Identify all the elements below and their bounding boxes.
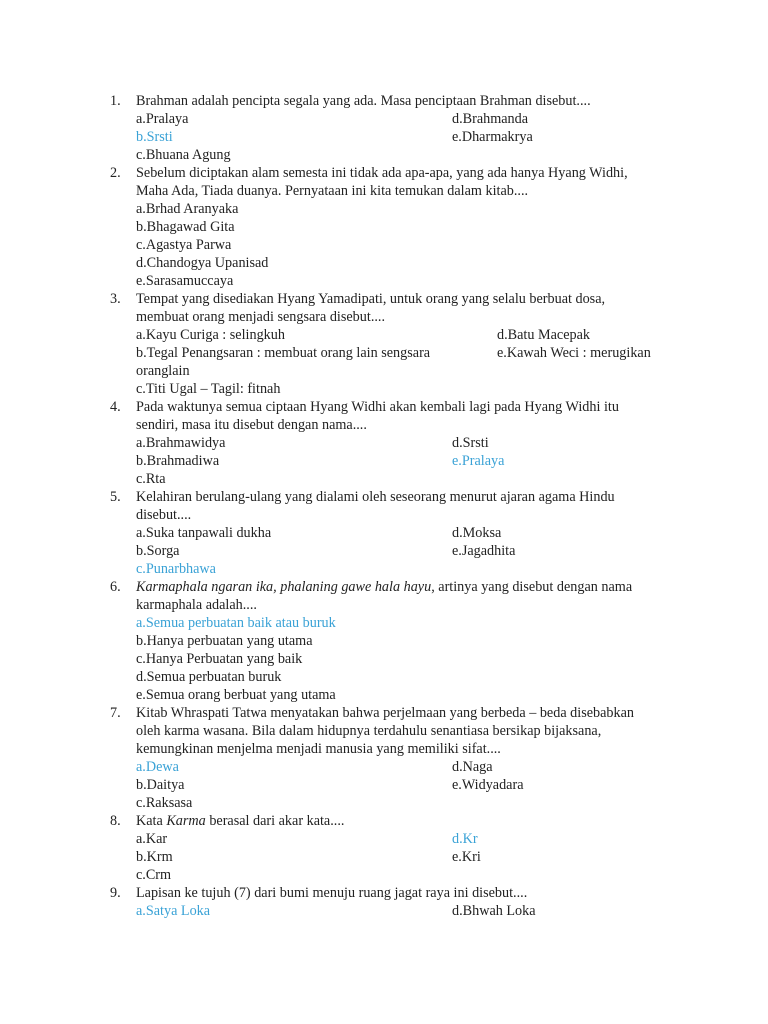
answer-option: c.Crm — [136, 867, 172, 883]
answer-option: a.Kayu Curiga : selingkuh — [136, 327, 285, 343]
answer-option: e.Widyadara — [452, 777, 524, 793]
question-stem-line — [136, 182, 768, 200]
question-number: 5. — [110, 489, 121, 505]
option-row — [136, 254, 768, 272]
answer-option: b.Tegal Penangsaran : membuat orang lain sengsara — [136, 345, 431, 361]
option-row — [136, 218, 768, 236]
answer-option-correct: e.Pralaya — [452, 453, 505, 469]
answer-option: a.Brahmawidya — [136, 435, 226, 451]
answer-option: c.Raksasa — [136, 795, 193, 811]
question-stem-prefix: Kata — [136, 813, 167, 829]
question-stem-line — [110, 812, 768, 830]
question-number: 3. — [110, 291, 121, 307]
answer-option-correct: a.Satya Loka — [136, 903, 211, 919]
question-6 — [0, 578, 768, 704]
question-stem-line — [110, 398, 768, 416]
question-1 — [0, 92, 768, 164]
option-row — [136, 236, 768, 254]
option-row — [136, 272, 768, 290]
answer-option: d.Semua perbuatan buruk — [136, 669, 282, 685]
question-number: 2. — [110, 165, 121, 181]
answer-option: d.Batu Macepak — [497, 327, 590, 343]
option-row — [136, 560, 768, 578]
answer-option-correct: a.Dewa — [136, 759, 179, 775]
answer-option: a.Brhad Aranyaka — [136, 201, 239, 217]
answer-option: e.Kri — [452, 849, 481, 865]
option-row — [136, 326, 768, 344]
question-stem-text: Sebelum diciptakan alam semesta ini tidak ada apa-apa, yang ada hanya Hyang Widhi, — [136, 165, 628, 181]
answer-option: d.Naga — [452, 759, 493, 775]
question-stem-line — [110, 92, 768, 110]
option-row — [136, 848, 768, 866]
option-row — [136, 614, 768, 632]
question-stem-text: Maha Ada, Tiada duanya. Pernyataan ini kita temukan dalam kitab.... — [136, 183, 529, 199]
answer-option: d.Chandogya Upanisad — [136, 255, 269, 271]
question-stem-line — [110, 884, 768, 902]
option-row — [136, 344, 768, 362]
option-row — [136, 794, 768, 812]
question-number: 8. — [110, 813, 121, 829]
option-row — [136, 452, 768, 470]
option-row — [136, 758, 768, 776]
question-stem-line — [136, 308, 768, 326]
question-stem-text: karmaphala adalah.... — [136, 597, 257, 613]
answer-option: a.Kar — [136, 831, 168, 847]
question-stem-text: Brahman adalah pencipta segala yang ada. Masa penciptaan Brahman disebut.... — [136, 93, 591, 109]
question-number: 4. — [110, 399, 121, 415]
question-2 — [0, 164, 768, 290]
question-stem-text: Kelahiran berulang-ulang yang dialami oleh seseorang menurut ajaran agama Hindu — [136, 489, 615, 505]
option-row — [136, 470, 768, 488]
question-7 — [0, 704, 768, 812]
answer-option: d.Srsti — [452, 435, 489, 451]
answer-option: e.Sarasamuccaya — [136, 273, 234, 289]
question-stem-text: disebut.... — [136, 507, 192, 523]
question-number: 7. — [110, 705, 121, 721]
answer-option: c.Bhuana Agung — [136, 147, 231, 163]
option-row — [136, 524, 768, 542]
question-number: 9. — [110, 885, 121, 901]
answer-option: b.Brahmadiwa — [136, 453, 220, 469]
answer-option: e.Semua orang berbuat yang utama — [136, 687, 336, 703]
option-row — [136, 542, 768, 560]
answer-option: b.Bhagawad Gita — [136, 219, 235, 235]
question-stem-line — [136, 416, 768, 434]
option-row — [136, 650, 768, 668]
answer-option-correct: d.Kr — [452, 831, 478, 847]
option-row — [136, 200, 768, 218]
question-stem-line — [136, 740, 768, 758]
answer-option: b.Hanya perbuatan yang utama — [136, 633, 313, 649]
answer-option: d.Bhwah Loka — [452, 903, 536, 919]
question-number: 1. — [110, 93, 121, 109]
question-stem-text: berasal dari akar kata.... — [205, 813, 345, 829]
answer-option: b.Sorga — [136, 543, 180, 559]
question-stem-line — [136, 722, 768, 740]
answer-option: d.Moksa — [452, 525, 502, 541]
option-row — [136, 866, 768, 884]
question-stem-line — [136, 596, 768, 614]
question-stem-line — [136, 506, 768, 524]
question-stem-text: Pada waktunya semua ciptaan Hyang Widhi akan kembali lagi pada Hyang Widhi itu — [136, 399, 619, 415]
question-5 — [0, 488, 768, 578]
option-row — [136, 668, 768, 686]
question-stem-italic: Karma — [166, 813, 206, 829]
question-stem-text: , artinya yang disebut dengan nama — [431, 579, 633, 595]
question-stem-text: Kitab Whraspati Tatwa menyatakan bahwa perjelmaan yang berbeda – beda disebabkan — [136, 705, 634, 721]
option-row — [136, 362, 768, 380]
answer-option: b.Krm — [136, 849, 173, 865]
option-row — [136, 434, 768, 452]
answer-option-correct: a.Semua perbuatan baik atau buruk — [136, 615, 336, 631]
option-row — [136, 632, 768, 650]
question-stem-text: Lapisan ke tujuh (7) dari bumi menuju ruang jagat raya ini disebut.... — [136, 885, 528, 901]
question-stem-line — [110, 578, 768, 596]
question-stem-text: Tempat yang disediakan Hyang Yamadipati, untuk orang yang selalu berbuat dosa, — [136, 291, 606, 307]
option-row — [136, 830, 768, 848]
question-9 — [0, 884, 768, 920]
answer-option-correct: c.Punarbhawa — [136, 561, 216, 577]
answer-option: c.Rta — [136, 471, 166, 487]
question-stem-line — [110, 164, 768, 182]
answer-option-correct: b.Srsti — [136, 129, 173, 145]
option-row — [136, 128, 768, 146]
question-stem-line — [110, 704, 768, 722]
question-number: 6. — [110, 579, 121, 595]
question-stem-text: oleh karma wasana. Bila dalam hidupnya terdahulu senantiasa bersikap bijaksana, — [136, 723, 602, 739]
question-8 — [0, 812, 768, 884]
option-row — [136, 776, 768, 794]
question-stem-line — [110, 488, 768, 506]
question-stem-line — [110, 290, 768, 308]
answer-option: e.Jagadhita — [452, 543, 516, 559]
answer-option: c.Hanya Perbuatan yang baik — [136, 651, 303, 667]
question-stem-italic: Karmaphala ngaran ika, phalaning gawe hala hayu — [136, 579, 432, 595]
answer-option: d.Brahmanda — [452, 111, 529, 127]
option-row — [136, 110, 768, 128]
question-stem-text: sendiri, masa itu disebut dengan nama.... — [136, 417, 367, 433]
answer-option: a.Suka tanpawali dukha — [136, 525, 272, 541]
option-row — [136, 146, 768, 164]
option-row — [136, 380, 768, 398]
answer-option: e.Dharmakrya — [452, 129, 533, 145]
question-stem-text: membuat orang menjadi sengsara disebut.... — [136, 309, 386, 325]
answer-option: c.Agastya Parwa — [136, 237, 232, 253]
answer-option: e.Kawah Weci : merugikan — [497, 345, 651, 361]
answer-option: a.Pralaya — [136, 111, 189, 127]
answer-option: b.Daitya — [136, 777, 185, 793]
option-row — [136, 686, 768, 704]
answer-option: c.Titi Ugal – Tagil: fitnah — [136, 381, 281, 397]
question-4 — [0, 398, 768, 488]
question-stem-text: kemungkinan menjelma menjadi manusia yang memiliki sifat.... — [136, 741, 501, 757]
answer-option: oranglain — [136, 363, 190, 379]
option-row — [136, 902, 768, 920]
question-3 — [0, 290, 768, 398]
